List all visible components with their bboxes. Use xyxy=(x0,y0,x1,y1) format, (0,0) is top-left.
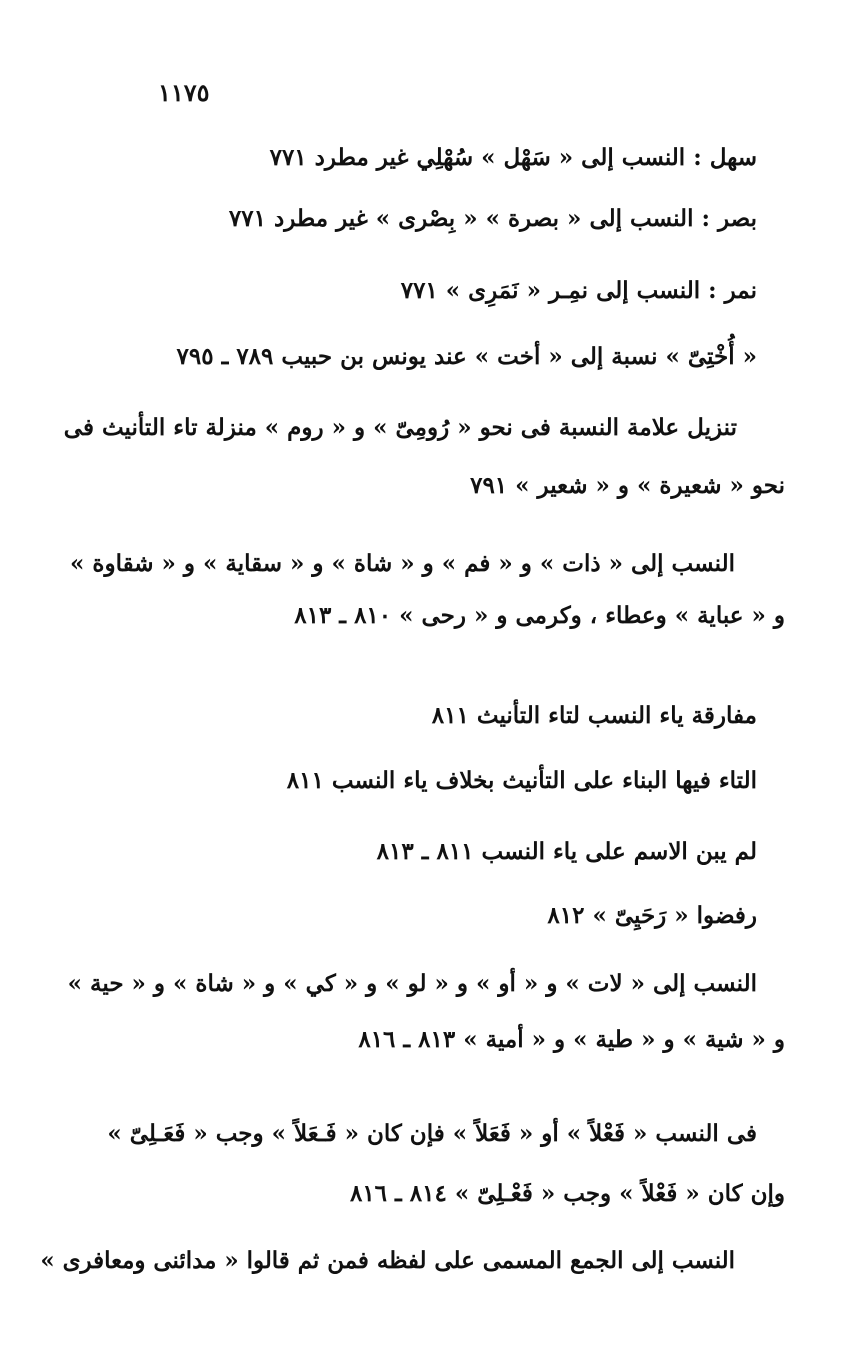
entry-line: وإن كان « فَعْلاً » وجب « فَعْـلِىّ » ٨١٤ ـ ٨١٦ xyxy=(349,1180,785,1207)
entry-line: النسب إلى « لات » و « أو » و « لو » و « كي » و « شاة » و « حية » xyxy=(67,970,757,997)
entry-line: تنزيل علامة النسبة فى نحو « رُومِىّ » و « روم » منزلة تاء التأنيث فى xyxy=(63,414,737,441)
entry-line: النسب إلى الجمع المسمى على لفظه فمن ثم قالوا « مدائنى ومعافرى » xyxy=(40,1247,735,1274)
entry-line: النسب إلى « ذات » و « فم » و « شاة » و « سقاية » و « شقاوة » xyxy=(70,550,735,577)
entry-line: بصر : النسب إلى « بصرة » « بِصْرى » غير مطرد ٧٧١ xyxy=(228,205,757,232)
page-number: ١١٧٥ xyxy=(158,78,210,107)
entry-line: فى النسب « فَعْلاً » أو « فَعَلاً » فإن كان « فَـعَلاً » وجب « فَعَـلِىّ » xyxy=(107,1120,757,1147)
entry-line: لم يبن الاسم على ياء النسب ٨١١ ـ ٨١٣ xyxy=(376,838,757,865)
entry-line: و « شية » و « طية » و « أمية » ٨١٣ ـ ٨١٦ xyxy=(358,1026,785,1053)
entry-line: سهل : النسب إلى « سَهْل » سُهْلِي غير مطرد ٧٧١ xyxy=(269,144,757,171)
entry-line: مفارقة ياء النسب لتاء التأنيث ٨١١ xyxy=(431,702,757,729)
entry-line: نحو « شعيرة » و « شعير » ٧٩١ xyxy=(470,472,785,499)
entry-line: رفضوا « رَحَيِىّ » ٨١٢ xyxy=(547,902,757,929)
entry-line: « أُخْتِىّ » نسبة إلى « أخت » عند يونس بن حبيب ٧٨٩ ـ ٧٩٥ xyxy=(176,343,757,370)
entry-line: نمر : النسب إلى نمِـر « نَمَرِى » ٧٧١ xyxy=(400,277,757,304)
entry-line: و « عباية » وعطاء ، وكرمى و « رحى » ٨١٠ ـ ٨١٣ xyxy=(294,602,785,629)
entry-line: التاء فيها البناء على التأنيث بخلاف ياء النسب ٨١١ xyxy=(286,767,757,794)
